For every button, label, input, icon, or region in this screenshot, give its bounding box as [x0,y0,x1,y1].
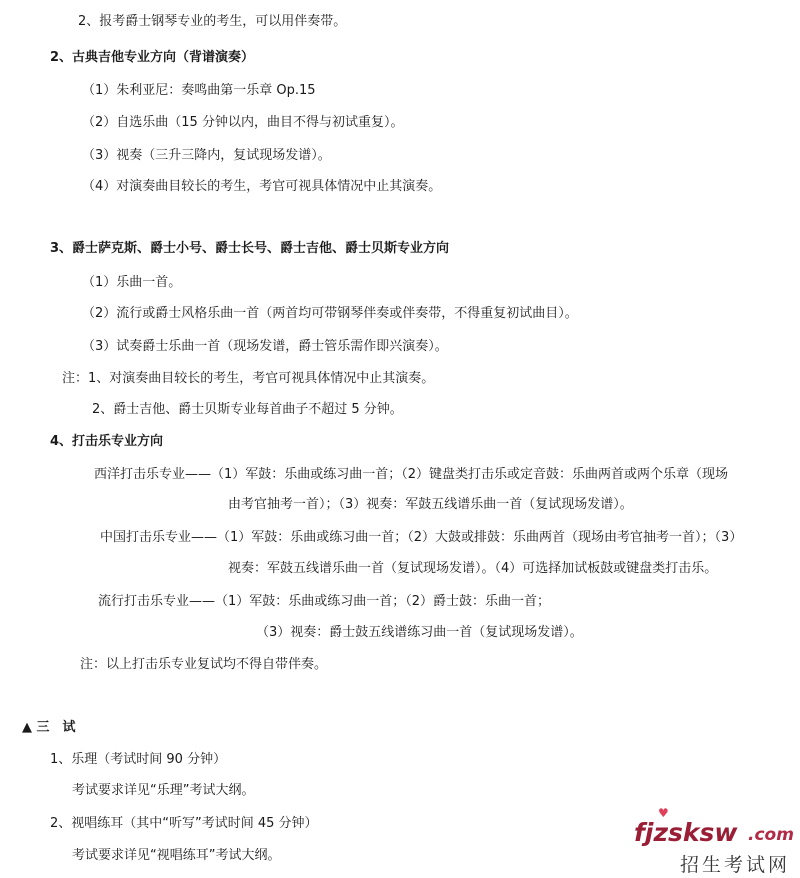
text-line: （3）视奏（三升三降内，复试现场发谱）。 [82,148,331,163]
heart-icon: ♥ [658,806,669,820]
note-line: 2、爵士吉他、爵士贝斯专业每首曲子不超过 5 分钟。 [92,402,403,417]
text-line: （3）视奏：爵士鼓五线谱练习曲一首（复试现场发谱）。 [256,625,583,640]
text-line: （1）朱利亚尼：奏鸣曲第一乐章 Op.15 [82,83,316,98]
note-line: 注：以上打击乐专业复试均不得自带伴奏。 [80,657,328,672]
section-heading: ▲ 三 试 [22,720,76,735]
text-line: 2、视唱练耳（其中“听写”考试时间 45 分钟） [50,816,318,831]
text-line: 考试要求详见“视唱练耳”考试大纲。 [72,848,281,863]
watermark-domain: fjzsksw [634,818,738,847]
watermark-cn: 招生考试网 [680,854,791,876]
text-line: 考试要求详见“乐理”考试大纲。 [72,783,255,798]
watermark-tld: .com [748,825,794,845]
note-line: 注：1、对演奏曲目较长的考生，考官可视具体情况中止其演奏。 [62,371,435,386]
section-heading: 3、爵士萨克斯、爵士小号、爵士长号、爵士吉他、爵士贝斯专业方向 [50,241,450,256]
text-line: （1）乐曲一首。 [82,275,182,290]
text-line: 1、乐理（考试时间 90 分钟） [50,752,227,767]
section-heading: 4、打击乐专业方向 [50,434,164,449]
text-line: （2）自选乐曲（15 分钟以内，曲目不得与初试重复）。 [82,115,404,130]
text-line: 由考官抽考一首）；（3）视奏：军鼓五线谱乐曲一首（复试现场发谱）。 [228,497,633,512]
text-line: （3）试奏爵士乐曲一首（现场发谱，爵士管乐需作即兴演奏）。 [82,339,448,354]
text-line: 流行打击乐专业——（1）军鼓：乐曲或练习曲一首；（2）爵士鼓：乐曲一首； [98,594,551,609]
text-line: 中国打击乐专业——（1）军鼓：乐曲或练习曲一首；（2）大鼓或排鼓：乐曲两首（现场由考官抽考一首）；（3） [100,530,743,545]
text-line: 西洋打击乐专业——（1）军鼓：乐曲或练习曲一首；（2）键盘类打击乐或定音鼓：乐曲两首或两个乐章（现场 [94,467,729,482]
text-line: 视奏：军鼓五线谱乐曲一首（复试现场发谱）。（4）可选择加试板鼓或键盘类打击乐。 [228,561,718,576]
section-heading: 2、古典吉他专业方向（背谱演奏） [50,50,255,65]
text-line: （2）流行或爵士风格乐曲一首（两首均可带钢琴伴奏或伴奏带，不得重复初试曲目）。 [82,306,578,321]
text-line: （4）对演奏曲目较长的考生，考官可视具体情况中止其演奏。 [82,179,442,194]
watermark-logo [628,806,798,876]
text-line: 2、报考爵士钢琴专业的考生，可以用伴奏带。 [78,14,347,29]
